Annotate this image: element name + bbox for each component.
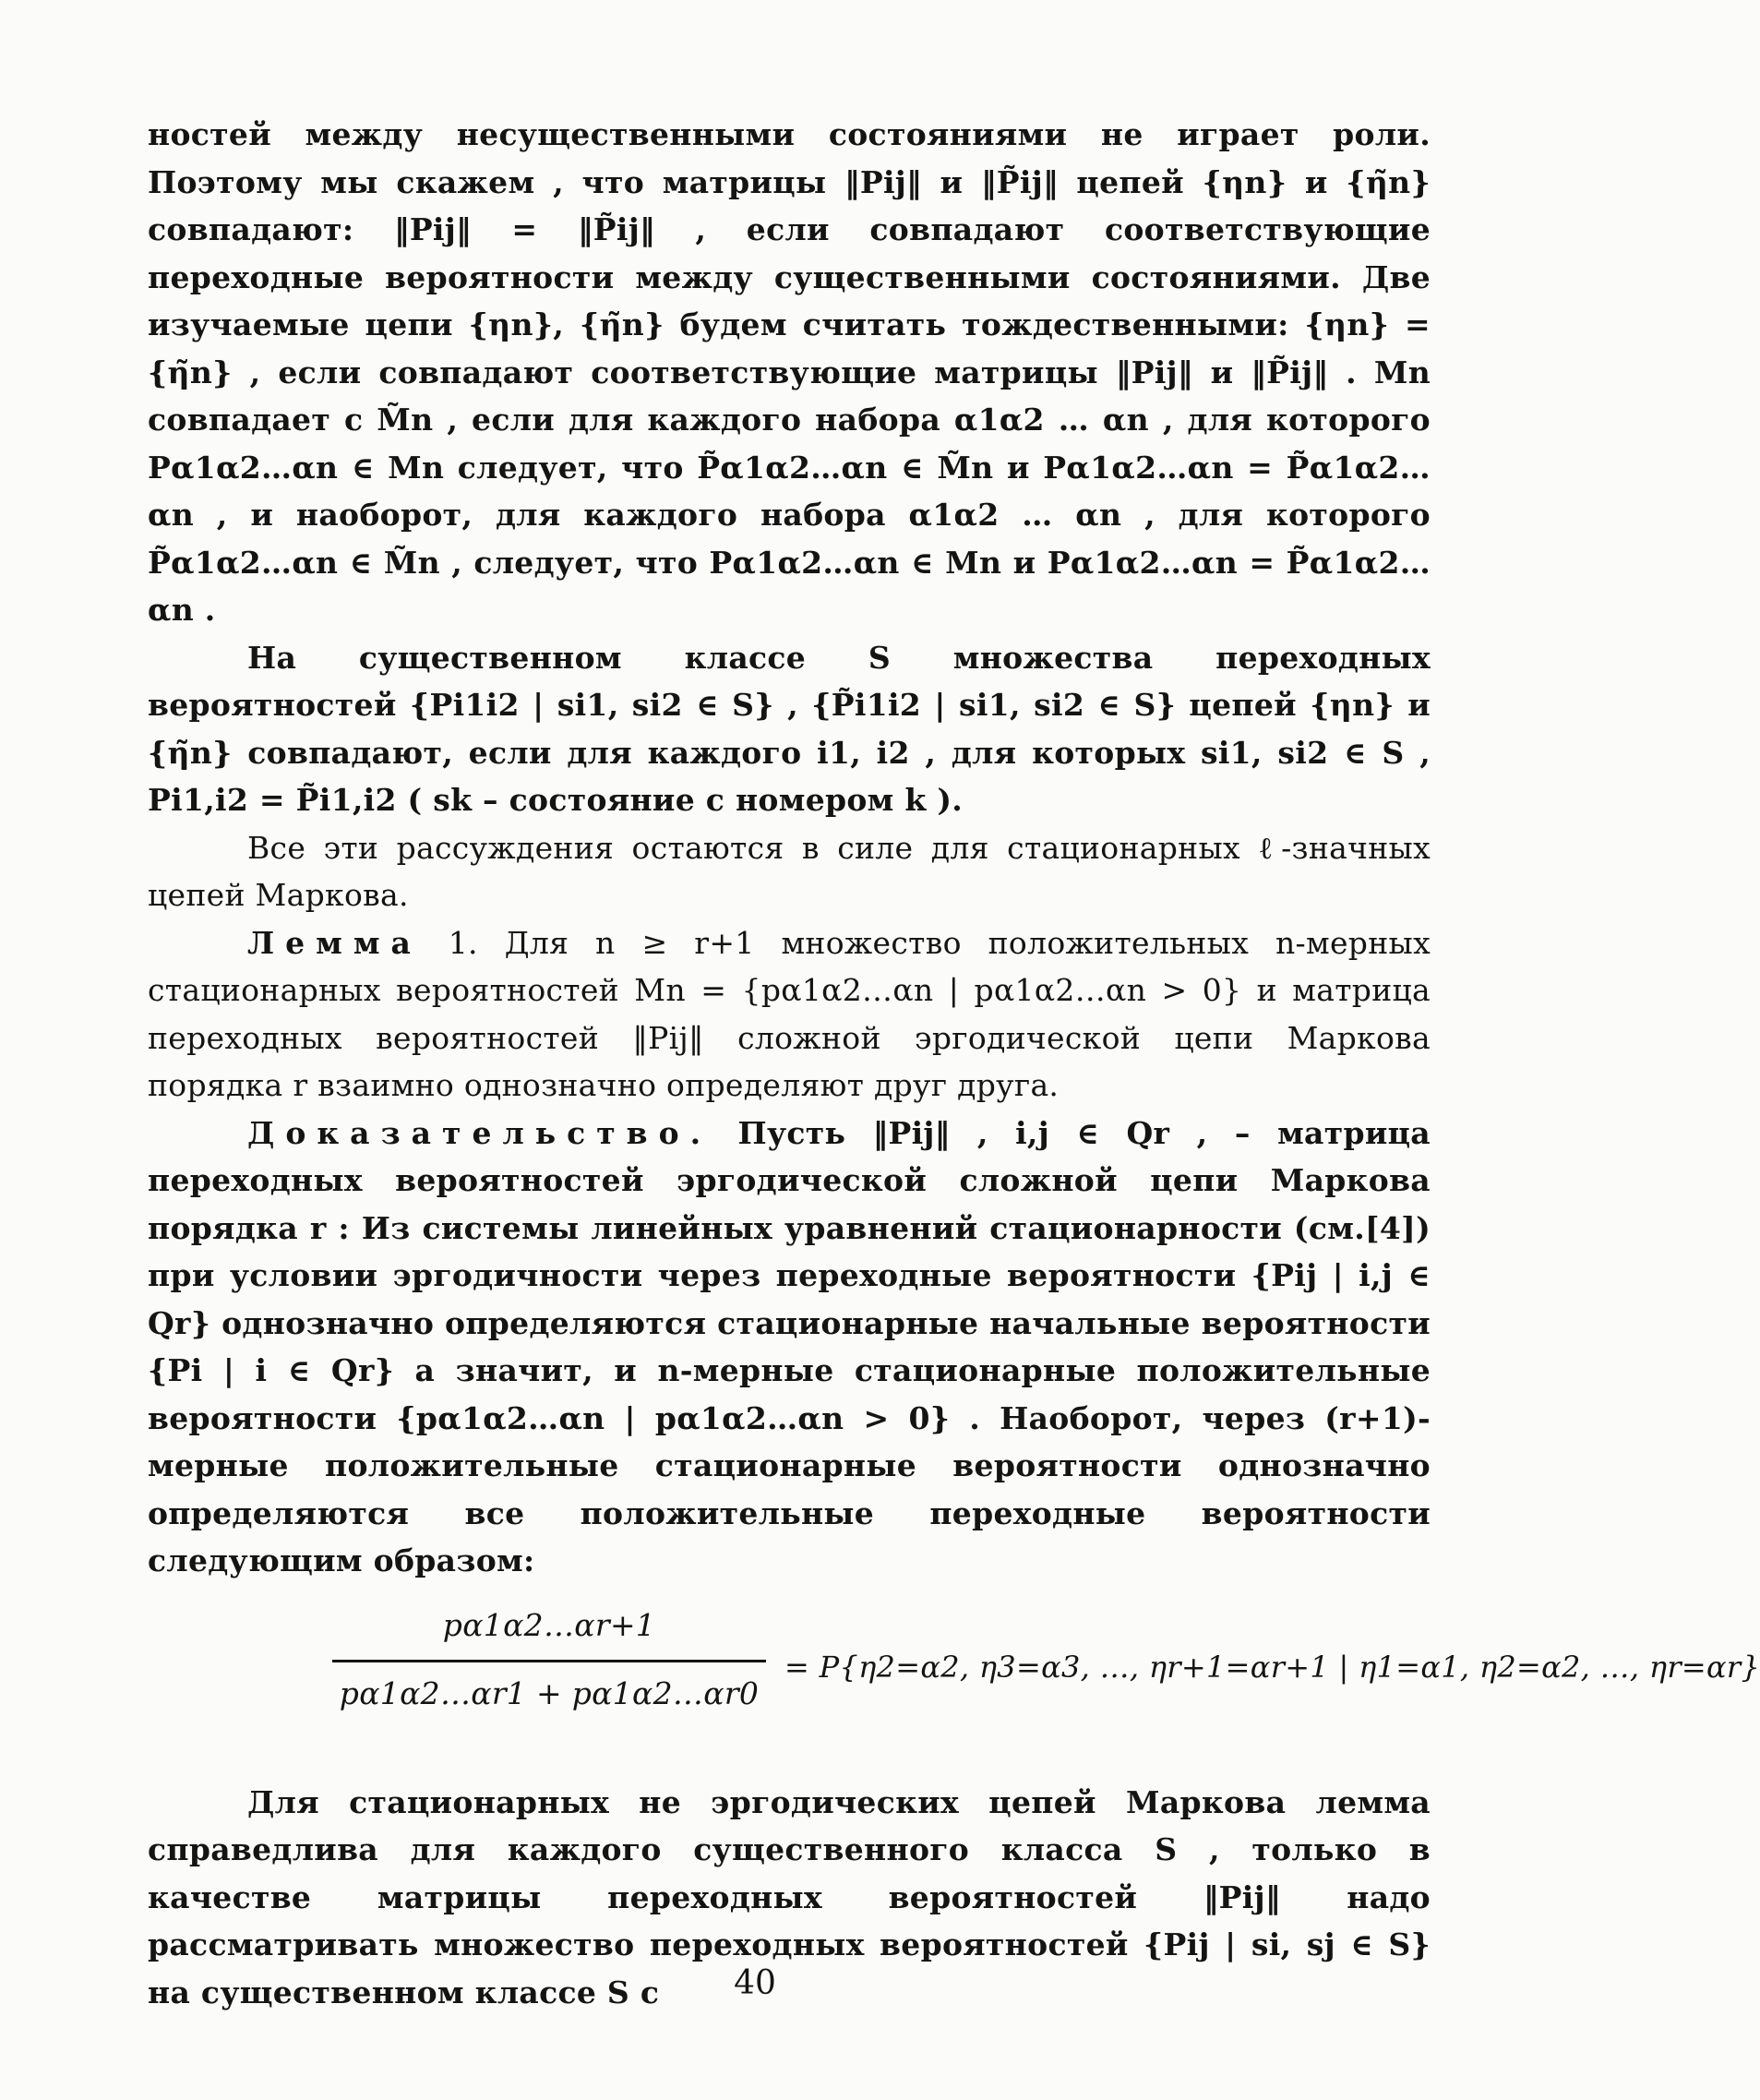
formula-denominator: pα1α2…αr1 + pα1α2…αr0 xyxy=(339,1675,760,1711)
page-text xyxy=(148,111,1760,2016)
formula-right-side: = P{η2=α2, η3=α3, …, ηr+1=αr+1 | η1=α1, η2=α2, …, ηr=αr} xyxy=(784,1649,1760,1685)
formula-fraction xyxy=(332,1602,766,1718)
page-number: 40 xyxy=(734,1964,776,2002)
paragraph-2: На существенном классе S множества переходных вероятностей {Pi1i2 | si1, si2 ∈ S} , {P̃i1i2 | si1, si2 ∈ S} цепей {ηn} и {η̃n} совпадают, если для каждого i1, i2 , для которых si1, si2 ∈ S , Pi1,i2 = P̃i1,i2 ( sk – состояние с номером k ). xyxy=(148,639,1431,818)
paragraph-1: ностей между несущественными состояниями не играет роли. Поэтому мы скажем , что матрицы ‖Pij‖ и ‖P̃ij‖ цепей {ηn} и {η̃n} совпадают: ‖Pij‖ = ‖P̃ij‖ , если совпадают соответствующие переходные вероятности между существенными состояниями. Две изучаемые цепи {ηn}, {η̃n} будем считать тождественными: {ηn} = {η̃n} , если совпадают соответствующие матрицы ‖Pij‖ и ‖P̃ij‖ . Mn совпадает с M̃n , если для каждого набора α1α2 … αn , для которого Pα1α2…αn ∈ Mn следует, что P̃α1α2…αn ∈ M̃n и Pα1α2…αn = P̃α1α2…αn , и наоборот, для каждого набора α1α2 … αn , для которого P̃α1α2…αn ∈ M̃n , следует, что Pα1α2…αn ∈ Mn и Pα1α2…αn = P̃α1α2…αn . xyxy=(148,116,1431,628)
formula xyxy=(148,1602,1760,1758)
formula-numerator: pα1α2…αr+1 xyxy=(332,1602,766,1663)
proof-text: Пусть ‖Pij‖ , i,j ∈ Qr , – матрица переходных вероятностей эргодической сложной цепи Маркова порядка r : Из системы линейных уравнений стационарности (см.[4]) при условии эргодичности через переходные вероятности {Pij | i,j ∈ Qr} однозначно определяются стационарные начальные вероятности {Pi | i ∈ Qr} а значит, и n-мерные стационарные положительные вероятности {pα1α2…αn | pα1α2…αn > 0} . Наоборот, через (r+1)-мерные положительные стационарные вероятности однозначно определяются все положительные переходные вероятности следующим образом: xyxy=(148,1114,1431,1578)
paragraph-3: Все эти рассуждения остаются в силе для стационарных ℓ-значных цепей Маркова. xyxy=(148,829,1431,913)
lemma xyxy=(148,919,1431,1110)
proof xyxy=(148,1110,1431,1585)
lemma-label: Лемма xyxy=(247,924,422,961)
paragraph-4: Для стационарных не эргодических цепей Маркова лемма справедлива для каждого существенного класса S , только в качестве матрицы переходных вероятностей ‖Pij‖ надо рассматривать множество переходных вероятностей {Pij | si, sj ∈ S} на существенном классе S с xyxy=(148,1783,1431,2010)
lemma-text: 1. Для n ≥ r+1 множество положительных n-мерных стационарных вероятностей Mn = {pα1α2…αn | pα1α2…αn > 0} и матрица переходных вероятностей ‖Pij‖ сложной эргодической цепи Маркова порядка r взаимно однозначно определяют друг друга. xyxy=(148,924,1431,1103)
proof-label: Доказательство. xyxy=(247,1114,712,1151)
